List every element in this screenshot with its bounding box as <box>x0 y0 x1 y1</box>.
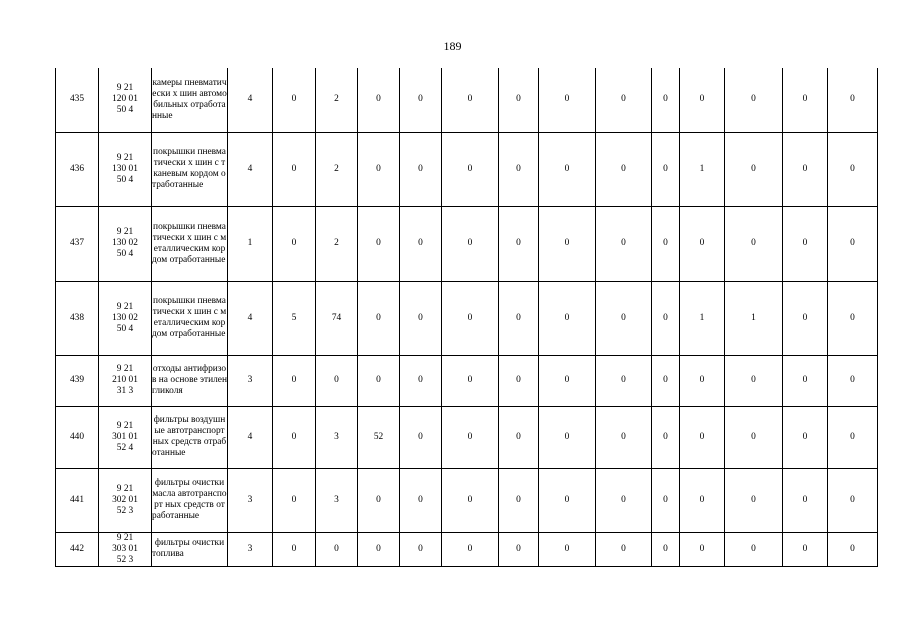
value-cell: 0 <box>725 406 783 468</box>
value-cell: 0 <box>442 68 499 132</box>
waste-code: 9 21 303 01 52 3 <box>99 532 152 566</box>
value-cell: 0 <box>539 532 596 566</box>
value-cell: 0 <box>596 68 652 132</box>
value-cell: 0 <box>442 281 499 355</box>
value-cell: 0 <box>400 355 442 406</box>
value-cell: 0 <box>442 355 499 406</box>
value-cell: 0 <box>499 206 539 281</box>
row-number: 438 <box>56 281 99 355</box>
value-cell: 52 <box>358 406 400 468</box>
value-cell: 0 <box>652 355 680 406</box>
table-row <box>56 281 878 355</box>
value-cell: 0 <box>680 68 725 132</box>
value-cell: 0 <box>400 132 442 206</box>
value-cell: 3 <box>316 468 358 532</box>
value-cell: 0 <box>539 206 596 281</box>
value-cell: 0 <box>539 406 596 468</box>
hazard-class: 4 <box>228 132 273 206</box>
value-cell: 0 <box>400 206 442 281</box>
value-cell: 0 <box>783 406 828 468</box>
hazard-class: 3 <box>228 468 273 532</box>
hazard-class: 4 <box>228 281 273 355</box>
hazard-class: 4 <box>228 68 273 132</box>
value-cell: 0 <box>358 68 400 132</box>
value-cell: 0 <box>358 468 400 532</box>
table-row <box>56 406 878 468</box>
value-cell: 0 <box>680 206 725 281</box>
value-cell: 0 <box>442 406 499 468</box>
value-cell: 0 <box>596 132 652 206</box>
value-cell: 0 <box>652 468 680 532</box>
value-cell: 0 <box>783 206 828 281</box>
row-number: 436 <box>56 132 99 206</box>
value-cell: 0 <box>725 355 783 406</box>
value-cell: 0 <box>273 532 316 566</box>
page-number: 189 <box>443 39 462 53</box>
value-cell: 0 <box>316 532 358 566</box>
value-cell: 0 <box>725 206 783 281</box>
value-cell: 0 <box>539 355 596 406</box>
value-cell: 0 <box>273 132 316 206</box>
value-cell: 0 <box>400 281 442 355</box>
value-cell: 0 <box>725 468 783 532</box>
value-cell: 0 <box>596 206 652 281</box>
value-cell: 2 <box>316 206 358 281</box>
value-cell: 0 <box>442 132 499 206</box>
value-cell: 0 <box>499 355 539 406</box>
value-cell: 0 <box>783 532 828 566</box>
value-cell: 0 <box>358 532 400 566</box>
value-cell: 0 <box>499 68 539 132</box>
value-cell: 0 <box>400 406 442 468</box>
value-cell: 2 <box>316 68 358 132</box>
value-cell: 0 <box>680 532 725 566</box>
value-cell: 0 <box>400 532 442 566</box>
value-cell: 0 <box>499 281 539 355</box>
value-cell: 0 <box>358 132 400 206</box>
waste-code: 9 21 210 01 31 3 <box>99 355 152 406</box>
waste-code: 9 21 130 01 50 4 <box>99 132 152 206</box>
value-cell: 0 <box>273 355 316 406</box>
value-cell: 0 <box>680 406 725 468</box>
hazard-class: 3 <box>228 532 273 566</box>
value-cell: 0 <box>539 68 596 132</box>
value-cell: 0 <box>652 406 680 468</box>
value-cell: 0 <box>680 468 725 532</box>
value-cell: 0 <box>499 532 539 566</box>
hazard-class: 3 <box>228 355 273 406</box>
row-number: 437 <box>56 206 99 281</box>
value-cell: 0 <box>783 132 828 206</box>
value-cell: 0 <box>725 68 783 132</box>
table-row <box>56 132 878 206</box>
value-cell: 0 <box>499 468 539 532</box>
waste-code: 9 21 130 02 50 4 <box>99 206 152 281</box>
value-cell: 0 <box>539 281 596 355</box>
value-cell: 0 <box>828 406 878 468</box>
value-cell: 0 <box>596 532 652 566</box>
value-cell: 0 <box>725 532 783 566</box>
waste-code: 9 21 302 01 52 3 <box>99 468 152 532</box>
waste-name: покрышки пневматически х шин с металлическим кордом отработанные <box>152 206 228 281</box>
waste-name: фильтры очистки масла автотранспорт ных средств отработанные <box>152 468 228 532</box>
value-cell: 0 <box>273 68 316 132</box>
value-cell: 0 <box>783 281 828 355</box>
waste-name: фильтры очистки топлива <box>152 532 228 566</box>
waste-name: фильтры воздушные автотранспорт ных средств отработанные <box>152 406 228 468</box>
row-number: 440 <box>56 406 99 468</box>
value-cell: 0 <box>539 468 596 532</box>
value-cell: 0 <box>783 68 828 132</box>
waste-name: покрышки пневматически х шин с металлическим кордом отработанные <box>152 281 228 355</box>
value-cell: 1 <box>680 132 725 206</box>
value-cell: 0 <box>273 406 316 468</box>
value-cell: 0 <box>442 206 499 281</box>
value-cell: 0 <box>652 132 680 206</box>
table-row <box>56 355 878 406</box>
waste-code: 9 21 301 01 52 4 <box>99 406 152 468</box>
waste-name: камеры пневматически х шин автомобильных отработанные <box>152 68 228 132</box>
value-cell: 0 <box>316 355 358 406</box>
table-row <box>56 532 878 566</box>
row-number: 441 <box>56 468 99 532</box>
value-cell: 0 <box>596 281 652 355</box>
value-cell: 0 <box>596 468 652 532</box>
value-cell: 74 <box>316 281 358 355</box>
row-number: 439 <box>56 355 99 406</box>
value-cell: 0 <box>828 532 878 566</box>
table-row <box>56 68 878 132</box>
value-cell: 0 <box>273 468 316 532</box>
value-cell: 0 <box>499 406 539 468</box>
value-cell: 0 <box>828 132 878 206</box>
value-cell: 0 <box>828 281 878 355</box>
value-cell: 0 <box>442 532 499 566</box>
value-cell: 3 <box>316 406 358 468</box>
value-cell: 0 <box>358 206 400 281</box>
value-cell: 0 <box>273 206 316 281</box>
value-cell: 0 <box>828 206 878 281</box>
value-cell: 1 <box>725 281 783 355</box>
value-cell: 0 <box>596 355 652 406</box>
value-cell: 0 <box>442 468 499 532</box>
table-row <box>56 206 878 281</box>
waste-name: покрышки пневматически х шин с тканевым кордом отработанные <box>152 132 228 206</box>
value-cell: 0 <box>828 468 878 532</box>
value-cell: 0 <box>680 355 725 406</box>
value-cell: 0 <box>725 132 783 206</box>
value-cell: 1 <box>680 281 725 355</box>
value-cell: 0 <box>358 281 400 355</box>
value-cell: 0 <box>652 281 680 355</box>
value-cell: 0 <box>499 132 539 206</box>
value-cell: 0 <box>652 532 680 566</box>
value-cell: 0 <box>358 355 400 406</box>
waste-code: 9 21 130 02 50 4 <box>99 281 152 355</box>
value-cell: 0 <box>400 68 442 132</box>
hazard-class: 4 <box>228 406 273 468</box>
table-row <box>56 468 878 532</box>
value-cell: 5 <box>273 281 316 355</box>
value-cell: 0 <box>652 68 680 132</box>
value-cell: 0 <box>783 468 828 532</box>
row-number: 442 <box>56 532 99 566</box>
waste-code: 9 21 120 01 50 4 <box>99 68 152 132</box>
waste-name: отходы антифризов на основе этиленгликоля <box>152 355 228 406</box>
value-cell: 0 <box>400 468 442 532</box>
value-cell: 0 <box>828 355 878 406</box>
hazard-class: 1 <box>228 206 273 281</box>
waste-table <box>55 68 878 567</box>
value-cell: 0 <box>783 355 828 406</box>
value-cell: 0 <box>596 406 652 468</box>
value-cell: 0 <box>652 206 680 281</box>
value-cell: 2 <box>316 132 358 206</box>
value-cell: 0 <box>539 132 596 206</box>
row-number: 435 <box>56 68 99 132</box>
value-cell: 0 <box>828 68 878 132</box>
